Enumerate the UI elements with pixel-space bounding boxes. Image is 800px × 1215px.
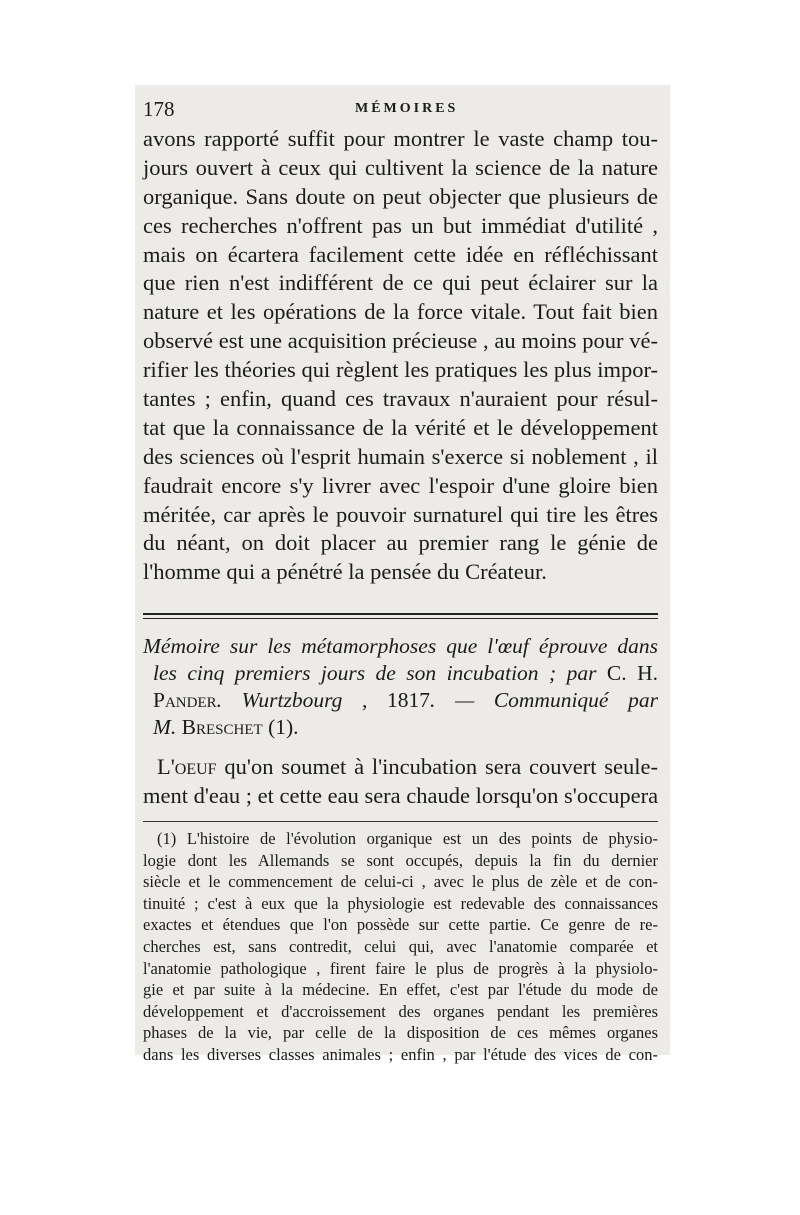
body-line: avons rapporté suffit pour montrer le vaste champ tou- bbox=[143, 126, 658, 151]
body-line: tantes ; enfin, quand ces travaux n'auraient pour résul- bbox=[143, 386, 658, 412]
footnote-line: logie dont les Allemands se sont occupés, depuis la fin du dernier bbox=[143, 850, 658, 870]
title-line bbox=[143, 714, 658, 741]
running-head bbox=[143, 95, 658, 125]
title-line: Mémoire sur les métamorphoses que l'œuf éprouve dans bbox=[143, 634, 658, 659]
footnote-line: dans les diverses classes animales ; enfin , par l'étude des vices de con- bbox=[143, 1044, 658, 1064]
running-header-title: MÉMOIRES bbox=[355, 101, 459, 116]
footnote bbox=[143, 828, 658, 1066]
section-divider bbox=[143, 613, 658, 619]
title-text: . Wurtzbourg , bbox=[216, 688, 388, 713]
footnote-line: exactes et étendues que l'on possède sur cette partie. Ce genre de re- bbox=[143, 915, 658, 935]
body-line: méritée, car après le pouvoir surnaturel qui tire les êtres bbox=[143, 501, 658, 527]
body-line: que rien n'est indifférent de ce qui peut éclairer sur la bbox=[143, 270, 658, 296]
footnote-line: tinuité ; c'est à eux que la physiologie est redevable des connaissances bbox=[143, 893, 658, 913]
footnote-divider bbox=[143, 821, 658, 822]
body-line: organique. Sans doute on peut objecter que plusieurs de bbox=[143, 183, 658, 209]
page-number: 178 bbox=[143, 97, 175, 121]
article-body bbox=[143, 753, 658, 811]
body-line: nature et les opérations de la force vitale. Tout fait bien bbox=[143, 299, 658, 325]
body-line: l'homme qui a pénétré la pensée du Créateur. bbox=[143, 559, 547, 585]
body-line: du néant, on doit placer au premier rang le génie de bbox=[143, 530, 658, 556]
article-line bbox=[143, 753, 658, 782]
article-text: qu'on soumet à l'incubation sera couvert seule- bbox=[216, 754, 658, 780]
body-line: ces recherches n'offrent pas un but immédiat d'utilité , bbox=[143, 212, 658, 238]
footnote-line: cherches est, sans contredit, celui qui, avec l'anatomie comparée et bbox=[143, 937, 658, 956]
footnote-marker: (1). bbox=[262, 715, 299, 740]
footnote-line: développement et d'accroissement des organes pendant les premières bbox=[143, 1001, 658, 1021]
body-line: observé est une acquisition précieuse , au moins pour vé- bbox=[143, 328, 658, 354]
title-text: les cinq premiers jours de son incubation ; par bbox=[153, 661, 607, 686]
body-line: jours ouvert à ceux qui cultivent la science de la nature bbox=[143, 154, 658, 180]
body-line: faudrait encore s'y livrer avec l'espoir d'une gloire bien bbox=[143, 472, 658, 498]
body-line: rifier les théories qui règlent les pratiques les plus impor- bbox=[143, 357, 658, 383]
title-line bbox=[143, 660, 658, 687]
drop-word: L'oeuf bbox=[157, 754, 217, 780]
body-line: des sciences où l'esprit humain s'exerce si noblement , il bbox=[143, 443, 658, 469]
footnote-line: siècle et le commencement de celui-ci , avec le plus de zèle et de con- bbox=[143, 872, 658, 892]
publication-year: 1817 bbox=[387, 688, 431, 713]
footnote-line: (1) L'histoire de l'évolution organique est un des points de physio- bbox=[157, 829, 658, 849]
title-line bbox=[143, 687, 658, 714]
author-name: Pander bbox=[153, 688, 217, 713]
title-text: . — Communiqué par bbox=[430, 688, 658, 713]
body-text bbox=[143, 125, 658, 587]
footnote-line: phases de la vie, par celle de la disposition de ces mêmes organes bbox=[143, 1023, 658, 1043]
communicator-name: Breschet bbox=[181, 715, 263, 740]
body-line: tat que la connaissance de la vérité et le développement bbox=[143, 414, 658, 440]
article-title bbox=[143, 633, 658, 741]
article-line bbox=[143, 782, 658, 811]
title-text: M. bbox=[153, 715, 182, 740]
author-initials: C. H. bbox=[606, 661, 658, 686]
footnote-line: l'anatomie pathologique , firent faire le plus de progrès à la physiolo- bbox=[143, 958, 658, 978]
body-line: mais on écartera facilement cette idée en réfléchissant bbox=[143, 241, 658, 267]
book-page bbox=[143, 95, 658, 1066]
footnote-line: gie et par suite à la médecine. En effet, c'est par l'étude du mode de bbox=[143, 980, 658, 1000]
article-text: ment d'eau ; et cette eau sera chaude lorsqu'on s'occupera bbox=[143, 783, 659, 809]
